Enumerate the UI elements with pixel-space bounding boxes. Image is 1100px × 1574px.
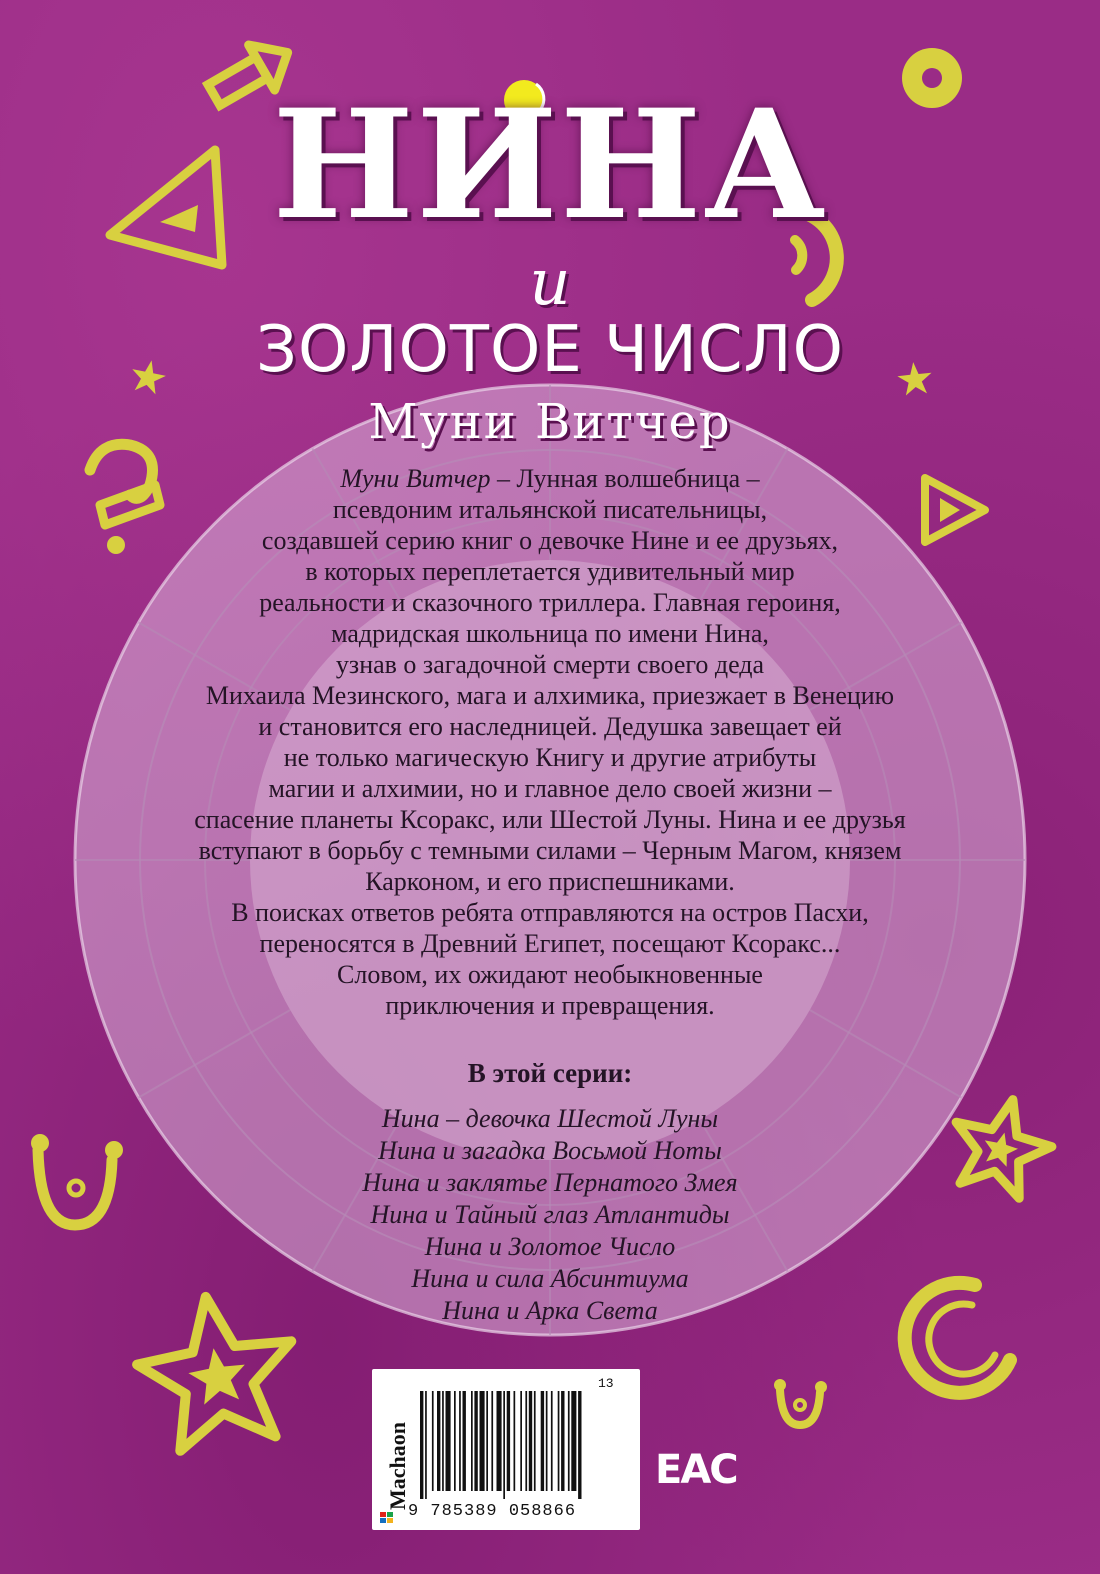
description-line: приключения и превращения. — [385, 991, 715, 1020]
description-line: Карконом, и его приспешниками. — [365, 867, 735, 896]
series-item: Нина – девочка Шестой Луны — [381, 1104, 719, 1133]
description-line: и становится его наследницей. Дедушка завещает ей — [258, 712, 842, 741]
series-item: Нина и сила Абсинтиума — [411, 1264, 689, 1293]
description-line: Словом, их ожидают необыкновенные — [337, 960, 763, 989]
description-author: Муни Витчер — [340, 464, 491, 493]
horseshoe-icon — [774, 1379, 827, 1425]
author-name: Муни Витчер — [368, 394, 732, 450]
description-line: создавшей серию книг о девочке Нине и ее друзьях, — [261, 526, 839, 555]
description-line: В поисках ответов ребята отправляются на остров Пасхи, — [231, 898, 869, 927]
description-line: спасение планеты Ксоракс, или Шестой Луны. Нина и ее друзья — [194, 805, 906, 834]
book-subtitle: ЗОЛОТОЕ ЧИСЛО — [255, 313, 845, 387]
description-line: магии и алхимии, но и главное дело своей жизни – — [268, 774, 832, 803]
publisher-logo-icon — [380, 1512, 394, 1524]
description-line: псевдоним итальянской писательницы, — [332, 495, 768, 524]
series-item: Нина и загадка Восьмой Ноты — [378, 1136, 722, 1165]
book-description — [80, 463, 1020, 1021]
description-line: в которых переплетается удивительный мир — [305, 557, 795, 586]
isbn-addon: 13 — [598, 1376, 614, 1391]
publisher-name: Machaon — [385, 1422, 410, 1510]
description-line: реальности и сказочного триллера. Главная героиня, — [259, 588, 841, 617]
series-item: Нина и заклятье Пернатого Змея — [362, 1168, 738, 1197]
description-line: Михаила Мезинского, мага и алхимика, приезжает в Венецию — [205, 681, 895, 710]
book-title: НИНА — [272, 77, 828, 253]
series-item: Нина и Арка Света — [442, 1296, 658, 1325]
title-conjunction: и — [529, 246, 571, 320]
description-line: не только магическую Книгу и другие атрибуты — [283, 743, 817, 772]
barcode — [420, 1391, 625, 1499]
isbn-number: 9 785389 058866 — [408, 1502, 577, 1521]
series-item: Нина и Золотое Число — [424, 1232, 676, 1261]
eac-certification-mark: EAC — [655, 1447, 737, 1493]
description-line: переносятся в Древний Египет, посещают Ксоракс... — [259, 929, 841, 958]
series-item: Нина и Тайный глаз Атлантиды — [370, 1200, 730, 1229]
series-heading: В этой серии: — [467, 1058, 633, 1088]
description-line: узнав о загадочной смерти своего деда — [335, 650, 765, 679]
description-line: Муни Витчер – Лунная волшебница – — [340, 464, 760, 493]
description-line: вступают в борьбу с темными силами – Черным Магом, князем — [198, 836, 902, 865]
description-line: мадридская школьница по имени Нина, — [331, 619, 769, 648]
series-list — [0, 1103, 1100, 1327]
